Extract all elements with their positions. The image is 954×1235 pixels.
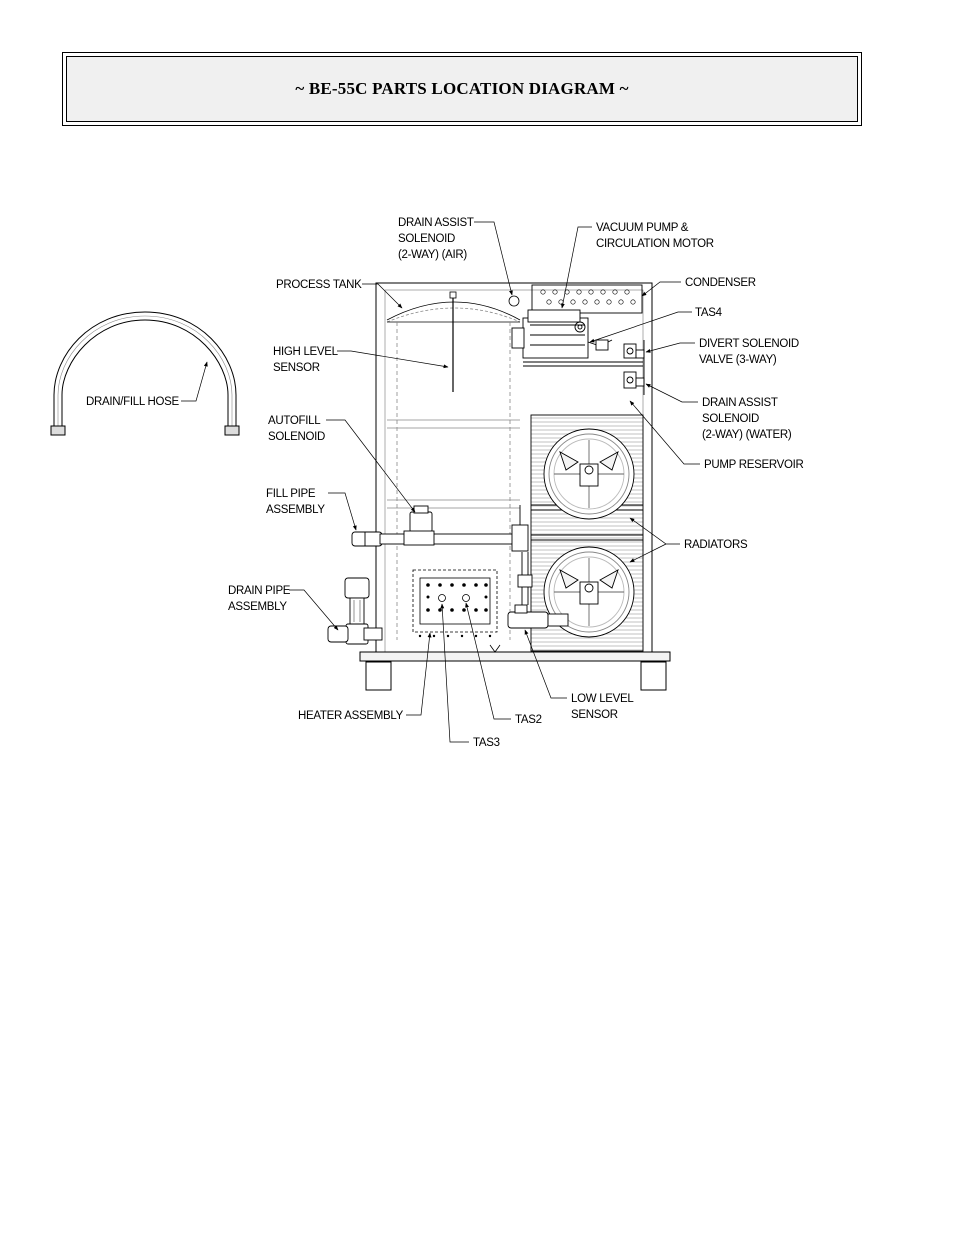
heater-assembly-drawing bbox=[413, 570, 500, 652]
label-low-level-sensor: LOW LEVEL SENSOR bbox=[571, 693, 634, 721]
leader-drain-fill-hose bbox=[181, 362, 207, 401]
drain-pipe-drawing bbox=[328, 578, 382, 644]
label-tas4: TAS4 bbox=[695, 307, 722, 319]
label-drain-assist-air: DRAIN ASSIST SOLENOID (2-WAY) (AIR) bbox=[398, 217, 474, 261]
leader-drain-assist-air bbox=[474, 222, 512, 295]
leader-tas4 bbox=[590, 312, 692, 342]
label-drain-pipe: DRAIN PIPE ASSEMBLY bbox=[228, 585, 291, 613]
label-autofill-solenoid: AUTOFILL SOLENOID bbox=[268, 415, 326, 443]
label-condenser: CONDENSER bbox=[685, 277, 756, 289]
leader-high-level-sensor bbox=[337, 351, 448, 367]
fill-pipe-drawing bbox=[352, 505, 528, 551]
leader-divert-solenoid bbox=[646, 343, 695, 352]
label-tas2: TAS2 bbox=[515, 714, 542, 726]
leader-drain-assist-water bbox=[646, 384, 698, 402]
leader-heater-assembly bbox=[406, 633, 430, 715]
label-pump-reservoir: PUMP RESERVOIR bbox=[704, 459, 804, 471]
pump-condenser-drawing bbox=[512, 285, 644, 395]
label-drain-assist-water: DRAIN ASSIST SOLENOID (2-WAY) (WATER) bbox=[702, 397, 792, 441]
leader-fill-pipe bbox=[328, 493, 356, 530]
label-heater-assembly: HEATER ASSEMBLY bbox=[298, 710, 403, 722]
drain-fill-hose-drawing bbox=[51, 312, 239, 435]
labels bbox=[86, 217, 804, 749]
page-title: ~ BE-55C PARTS LOCATION DIAGRAM ~ bbox=[295, 79, 629, 98]
label-radiators: RADIATORS bbox=[684, 539, 748, 551]
label-high-level-sensor: HIGH LEVEL SENSOR bbox=[273, 346, 338, 374]
label-fill-pipe: FILL PIPE ASSEMBLY bbox=[266, 488, 325, 516]
leader-drain-pipe bbox=[289, 590, 338, 630]
leader-vacuum-pump bbox=[562, 227, 592, 308]
process-tank-drawing bbox=[387, 292, 520, 640]
leader-autofill-solenoid bbox=[326, 420, 415, 512]
label-divert-solenoid: DIVERT SOLENOID VALVE (3-WAY) bbox=[699, 338, 799, 366]
leader-condenser bbox=[642, 282, 681, 296]
leader-process-tank bbox=[362, 284, 402, 308]
label-vacuum-pump: VACUUM PUMP & CIRCULATION MOTOR bbox=[596, 222, 714, 250]
label-tas3: TAS3 bbox=[473, 737, 500, 749]
leader-tas3 bbox=[442, 604, 469, 742]
label-drain-fill-hose: DRAIN/FILL HOSE bbox=[86, 396, 179, 408]
label-process-tank: PROCESS TANK bbox=[276, 279, 362, 291]
